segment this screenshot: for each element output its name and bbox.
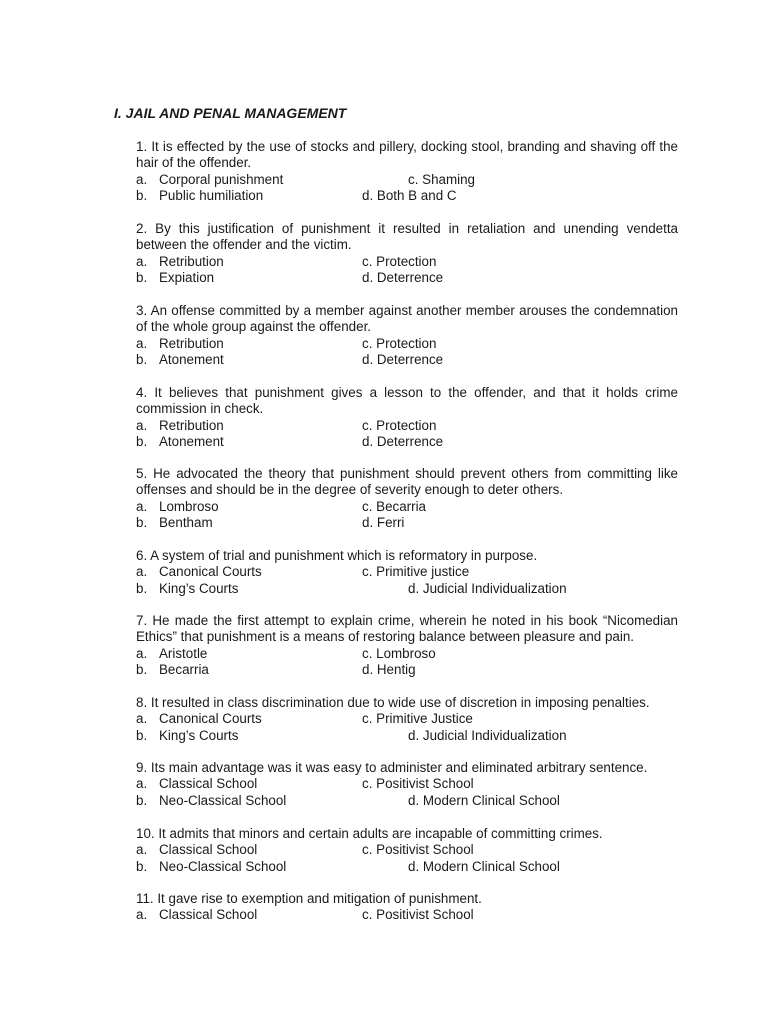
option-a: a. Classical School xyxy=(136,842,258,858)
question-5 xyxy=(136,466,678,531)
question-stem: 4. It believes that punishment gives a lesson to the offender, and that it holds crime commission in check. xyxy=(136,385,678,417)
option-d: d. Modern Clinical School xyxy=(408,792,560,808)
section-title: I. JAIL AND PENAL MANAGEMENT xyxy=(114,105,347,121)
option-d: d. Deterrence xyxy=(362,433,444,449)
option-b: b. Public humiliation xyxy=(136,187,264,203)
question-stem: 2. By this justification of punishment it resulted in retaliation and unending vendetta between the offender and the victim. xyxy=(136,221,678,253)
option-c: c. Primitive Justice xyxy=(362,711,473,727)
question-8 xyxy=(136,695,678,744)
option-d: d. Deterrence xyxy=(362,269,444,285)
option-d: d. Both B and C xyxy=(362,187,457,203)
question-stem: 1. It is effected by the use of stocks and pillery, docking stool, branding and shaving off the hair of the offender. xyxy=(136,139,678,171)
option-a: a. Canonical Courts xyxy=(136,711,262,727)
option-a: a. Corporal punishment xyxy=(136,171,284,187)
option-c: c. Protection xyxy=(362,335,437,351)
option-b: b. Bentham xyxy=(136,514,213,530)
option-c: c. Primitive justice xyxy=(362,564,470,580)
question-4 xyxy=(136,385,678,450)
option-c: c. Positivist School xyxy=(362,907,474,923)
option-b: b. King’s Courts xyxy=(136,727,239,743)
question-stem: 8. It resulted in class discrimination due to wide use of discretion in imposing penalties. xyxy=(136,695,650,710)
option-b: b. Expiation xyxy=(136,269,215,285)
question-3 xyxy=(136,303,678,368)
option-c: c. Shaming xyxy=(408,171,475,187)
question-2 xyxy=(136,221,678,286)
question-1 xyxy=(136,139,678,204)
option-c: c. Positivist School xyxy=(362,842,474,858)
option-a: a. Canonical Courts xyxy=(136,564,262,580)
option-d: d. Deterrence xyxy=(362,351,444,367)
question-10 xyxy=(136,826,678,875)
option-d: d. Judicial Individualization xyxy=(408,727,567,743)
option-c: c. Positivist School xyxy=(362,776,474,792)
question-9 xyxy=(136,760,678,809)
question-stem: 3. An offense committed by a member against another member arouses the condemnation of the whole group against the offender. xyxy=(136,303,678,335)
option-d: d. Ferri xyxy=(362,514,405,530)
option-c: c. Protection xyxy=(362,417,437,433)
option-b: b. Atonement xyxy=(136,351,224,367)
option-b: b. Neo-Classical School xyxy=(136,792,287,808)
option-b: b. Becarria xyxy=(136,661,209,677)
question-stem: 11. It gave rise to exemption and mitigation of punishment. xyxy=(136,891,482,906)
question-7 xyxy=(136,613,678,678)
question-stem: 7. He made the first attempt to explain crime, wherein he noted in his book “Nicomedian Ethics” that punishment is a means of restoring balance between pleasure and pain. xyxy=(136,613,678,645)
option-a: a. Classical School xyxy=(136,776,258,792)
question-stem: 10. It admits that minors and certain adults are incapable of committing crimes. xyxy=(136,826,603,841)
question-stem: 6. A system of trial and punishment which is reformatory in purpose. xyxy=(136,548,538,563)
option-a: a. Aristotle xyxy=(136,645,208,661)
option-b: b. Neo-Classical School xyxy=(136,858,287,874)
option-d: d. Judicial Individualization xyxy=(408,580,567,596)
option-d: d. Hentig xyxy=(362,661,416,677)
option-c: c. Lombroso xyxy=(362,645,436,661)
option-b: b. Atonement xyxy=(136,433,224,449)
option-c: c. Protection xyxy=(362,253,437,269)
question-6 xyxy=(136,548,678,597)
question-11 xyxy=(136,891,678,924)
option-a: a. Retribution xyxy=(136,335,224,351)
question-stem: 9. Its main advantage was it was easy to administer and eliminated arbitrary sentence. xyxy=(136,760,648,775)
option-d: d. Modern Clinical School xyxy=(408,858,560,874)
option-a: a. Retribution xyxy=(136,417,224,433)
question-stem: 5. He advocated the theory that punishment should prevent others from committing like offenses and should be in the degree of severity enough to deter others. xyxy=(136,466,678,498)
option-a: a. Classical School xyxy=(136,907,258,923)
option-a: a. Lombroso xyxy=(136,498,219,514)
option-c: c. Becarria xyxy=(362,498,426,514)
option-b: b. King’s Courts xyxy=(136,580,239,596)
option-a: a. Retribution xyxy=(136,253,224,269)
